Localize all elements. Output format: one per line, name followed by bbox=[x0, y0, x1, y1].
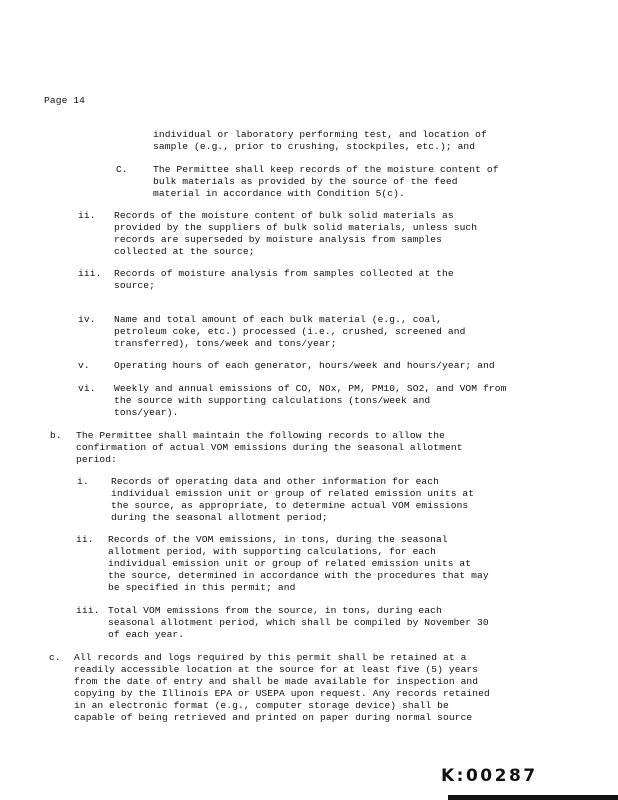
text-line: in an electronic format (e.g., computer storage device) shall be bbox=[74, 700, 449, 711]
list-marker: vi. bbox=[78, 383, 96, 394]
text-line: The Permittee shall keep records of the moisture content of bbox=[153, 164, 499, 175]
text-line: readily accessible location at the source for at least five (5) years bbox=[74, 664, 479, 675]
text-line: bulk materials as provided by the source of the feed bbox=[153, 176, 458, 187]
text-line: from the date of entry and shall be made available for inspection and bbox=[74, 676, 479, 687]
text-line: records are superseded by moisture analysis from samples bbox=[114, 234, 443, 245]
text-line: allotment period, with supporting calculations, for each bbox=[108, 546, 437, 557]
text-line: All records and logs required by this permit shall be retained at a bbox=[74, 652, 467, 663]
text-line: the source with supporting calculations (tons/week and bbox=[114, 395, 431, 406]
text-line: transferred), tons/week and tons/year; bbox=[114, 338, 337, 349]
text-line: Name and total amount of each bulk material (e.g., coal, bbox=[114, 314, 443, 325]
text-line: Records of moisture analysis from samples collected at the bbox=[114, 268, 454, 279]
text-line: sample (e.g., prior to crushing, stockpiles, etc.); and bbox=[153, 141, 476, 152]
text-line: material in accordance with Condition 5(c). bbox=[153, 188, 405, 199]
list-marker: iii. bbox=[78, 268, 102, 279]
text-line: petroleum coke, etc.) processed (i.e., crushed, screened and bbox=[114, 326, 466, 337]
text-line: individual or laboratory performing test, and location of bbox=[153, 129, 487, 140]
list-marker: i. bbox=[77, 476, 89, 487]
text-line: during the seasonal allotment period; bbox=[111, 512, 328, 523]
bates-number: K:00287 bbox=[441, 766, 538, 786]
list-marker: ii. bbox=[76, 534, 94, 545]
text-line: capable of being retrieved and printed on paper during normal source bbox=[74, 712, 473, 723]
text-line: tons/year). bbox=[114, 407, 179, 418]
text-line: source; bbox=[114, 280, 156, 291]
text-line: Records of the moisture content of bulk solid materials as bbox=[114, 210, 454, 221]
text-line: period: bbox=[76, 454, 118, 465]
text-line: confirmation of actual VOM emissions during the seasonal allotment bbox=[76, 442, 463, 453]
text-line: Operating hours of each generator, hours/week and hours/year; and bbox=[114, 360, 495, 371]
text-line: Weekly and annual emissions of CO, NOx, PM, PM10, SO2, and VOM from bbox=[114, 383, 507, 394]
list-marker: b. bbox=[50, 430, 62, 441]
text-line: individual emission unit or group of related emission units at bbox=[111, 488, 475, 499]
list-marker: iii. bbox=[76, 605, 100, 616]
text-line: Records of the VOM emissions, in tons, during the seasonal bbox=[108, 534, 448, 545]
text-line: individual emission unit or group of related emission units at bbox=[108, 558, 472, 569]
list-marker: ii. bbox=[78, 210, 96, 221]
text-line: seasonal allotment period, which shall be compiled by November 30 bbox=[108, 617, 489, 628]
text-line: Total VOM emissions from the source, in tons, during each bbox=[108, 605, 442, 616]
list-marker: C. bbox=[116, 164, 128, 175]
text-line: Records of operating data and other information for each bbox=[111, 476, 440, 487]
list-marker: c. bbox=[49, 652, 61, 663]
text-line: copying by the Illinois EPA or USEPA upon request. Any records retained bbox=[74, 688, 490, 699]
text-line: of each year. bbox=[108, 629, 185, 640]
list-marker: v. bbox=[78, 360, 90, 371]
text-line: the source, as appropriate, to determine actual VOM emissions bbox=[111, 500, 469, 511]
text-line: provided by the suppliers of bulk solid materials, unless such bbox=[114, 222, 478, 233]
text-line: collected at the source; bbox=[114, 246, 255, 257]
page-number: Page 14 bbox=[44, 95, 86, 106]
bates-underline bbox=[448, 795, 618, 800]
list-marker: iv. bbox=[78, 314, 96, 325]
text-line: The Permittee shall maintain the following records to allow the bbox=[76, 430, 446, 441]
text-line: be specified in this permit; and bbox=[108, 582, 296, 593]
text-line: the source, determined in accordance with the procedures that may bbox=[108, 570, 489, 581]
